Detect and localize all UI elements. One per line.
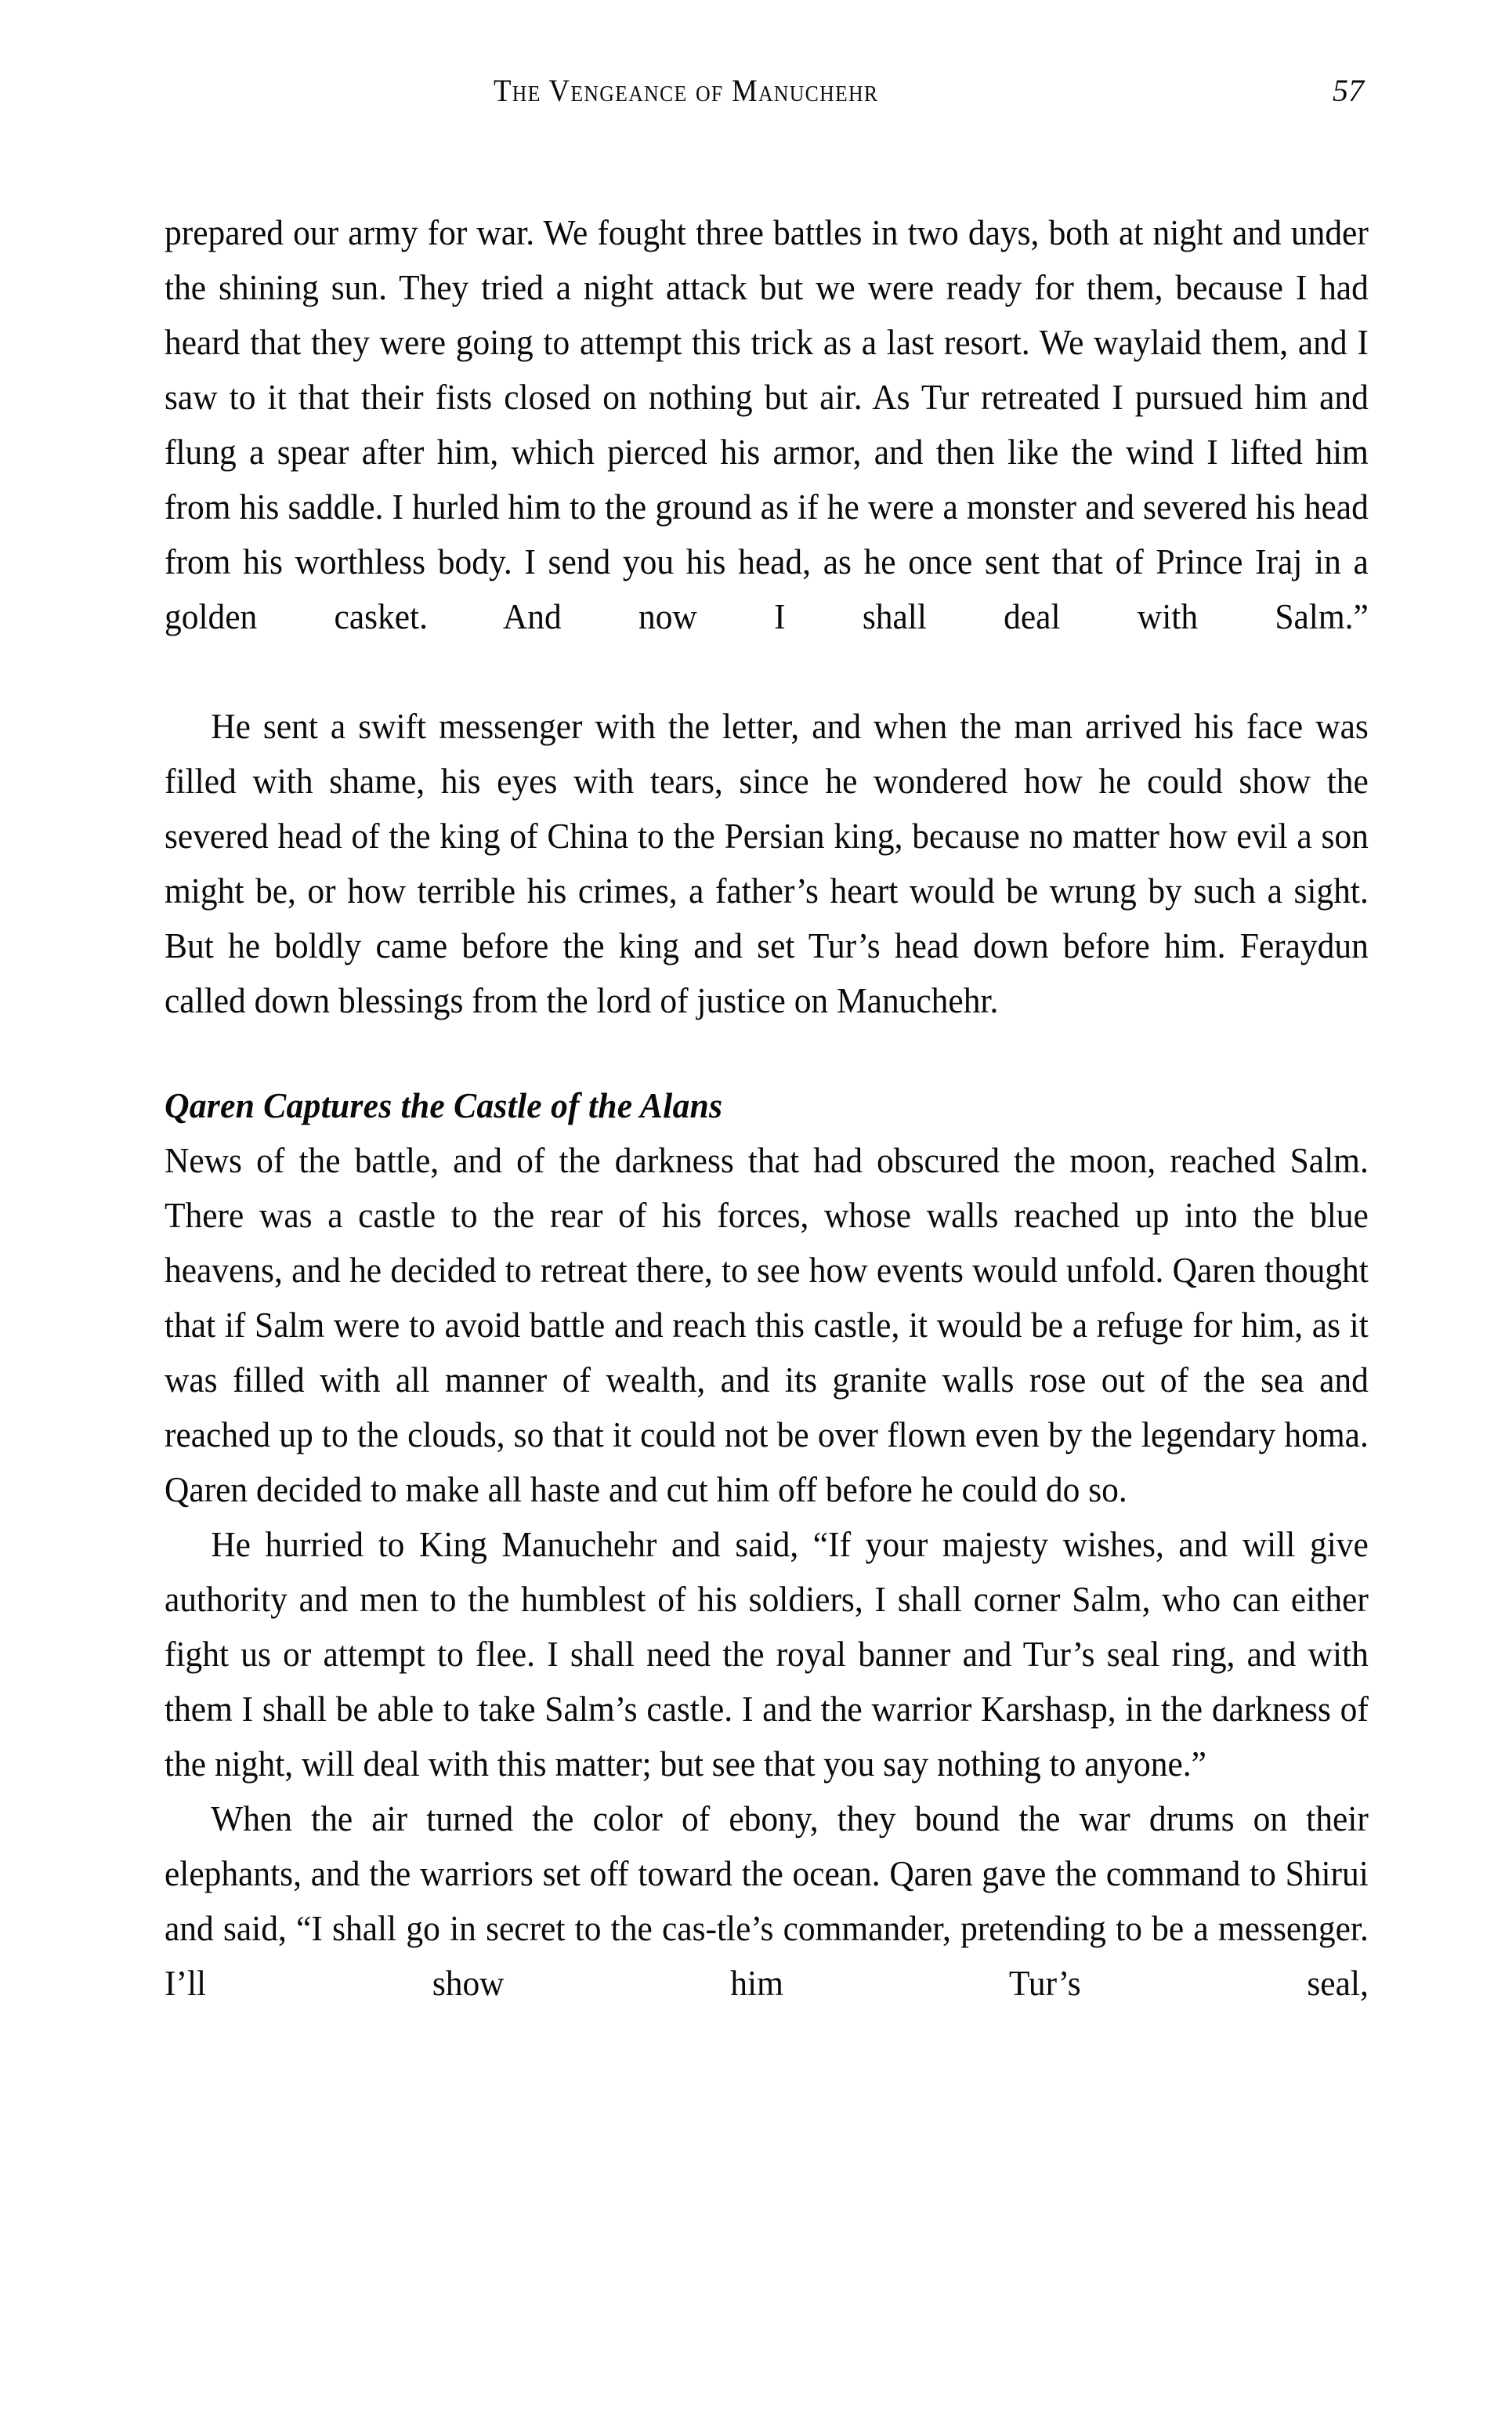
paragraph-2: He sent a swift messenger with the letter, and when the man arrived his face was filled with shame, his eyes with tears, since he wondered how he could show the severed head of the king of China to the Persian king, because no matter how evil a son might be, or how terrible his crimes, a father’s heart would be wrung by such a sight. But he boldly came before the king and set Tur’s head down before him. Feraydun called down blessings from the lord of justice on Manuchehr.: [165, 706, 1369, 1020]
paragraph-1: prepared our army for war. We fought three battles in two days, both at night and under the shining sun. They tried a night attack but we were ready for them, because I had heard that they were going to attempt this trick as a last resort. We waylaid them, and I saw to it that their fists closed on nothing but air. As Tur retreated I pursued him and flung a spear after him, which pierced his armor, and then like the wind I lifted him from his saddle. I hurled him to the ground as if he were a monster and severed his head from his worthless body. I send you his head, as he once sent that of Prince Iraj in a golden casket. And now I shall deal with Salm.”: [165, 212, 1369, 636]
section-heading: Qaren Captures the Castle of the Alans: [165, 1085, 723, 1125]
paragraph-5: When the air turned the color of ebony, they bound the war drums on their elephants, and the warriors set off toward the ocean. Qaren gave the command to Shirui and said, “I shall go in secret to the cas-tle’s commander, pretending to be a messenger. I’ll show him Tur’s seal,: [165, 1798, 1369, 2003]
body-text-block: [165, 205, 1369, 2066]
page-header-title: The Vengeance of Manuchehr: [494, 73, 879, 108]
page-number: 57: [1333, 73, 1364, 108]
paragraph-3: News of the battle, and of the darkness that had obscured the moon, reached Salm. There was a castle to the rear of his forces, whose walls reached up into the blue heavens, and he decided to retreat there, to see how events would unfold. Qaren thought that if Salm were to avoid battle and reach this castle, it would be a refuge for him, as it was filled with all manner of wealth, and its granite walls rose out of the sea and reached up to the clouds, so that it could not be over flown even by the legendary homa. Qaren decided to make all haste and cut him off before he could do so.: [165, 1140, 1369, 1509]
running-head: [165, 75, 1367, 130]
paragraph-4: He hurried to King Manuchehr and said, “If your majesty wishes, and will give authority and men to the humblest of his soldiers, I shall corner Salm, who can either fight us or attempt to flee. I shall need the royal banner and Tur’s seal ring, and with them I shall be able to take Salm’s castle. I and the warrior Karshasp, in the darkness of the night, will deal with this matter; but see that you say nothing to anyone.”: [165, 1524, 1369, 1784]
